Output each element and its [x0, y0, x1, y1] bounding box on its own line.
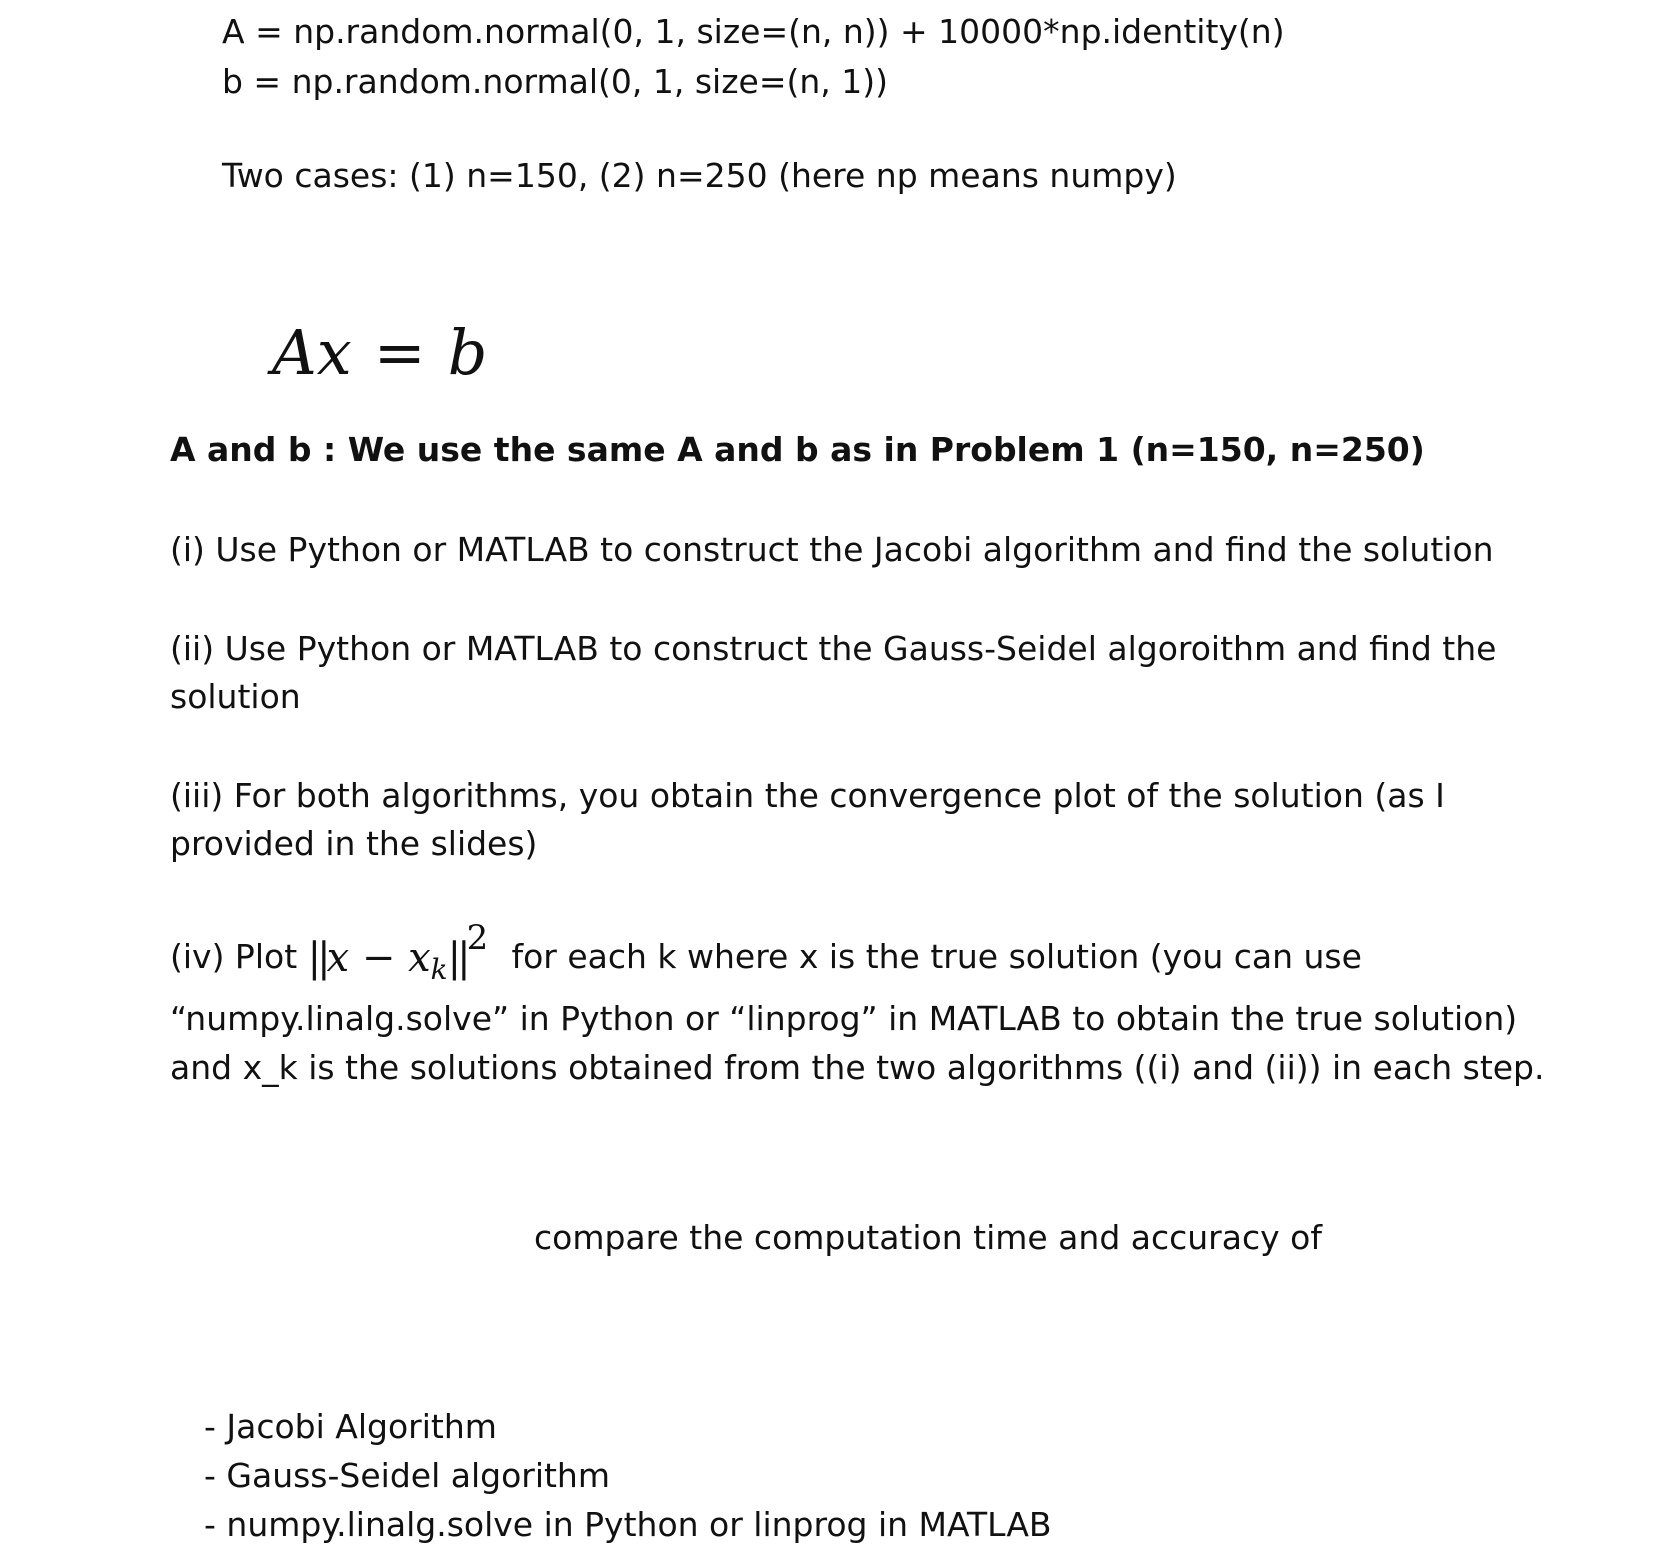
- norm-squared-expression: $||x - x_k||^2$: [307, 918, 489, 986]
- equation-ax-equals-b: [272, 318, 487, 388]
- equation-rhs: b: [447, 316, 488, 389]
- setup-line-b: b = np.random.normal(0, 1, size=(n, 1)): [222, 62, 889, 101]
- problem-item-ii: (ii) Use Python or MATLAB to construct the Gauss-Seidel algoroithm and find the solution: [170, 629, 1497, 716]
- setup-line-a: A = np.random.normal(0, 1, size=(n, n)) + 10000*np.identity(n): [222, 12, 1285, 51]
- problem-item-iv: [170, 914, 1550, 1092]
- setup-cases: Two cases: (1) n=150, (2) n=250 (here np means numpy): [222, 156, 1177, 195]
- compare-item-jacobi: - Jacobi Algorithm: [204, 1407, 497, 1446]
- item-iv-suffix: for each k where x is the true solution (you can use “numpy.linalg.solve” in Python or “linprog” in MATLAB to obtain the true solution) and x_k is the solutions obtained from the two algorithms ((i) and (ii)) in each step.: [170, 937, 1545, 1087]
- problem-item-i: (i) Use Python or MATLAB to construct the Jacobi algorithm and find the solution: [170, 530, 1494, 569]
- equation-lhs: Ax: [272, 316, 352, 389]
- problem-item-iii: (iii) For both algorithms, you obtain the convergence plot of the solution (as I provided in the slides): [170, 776, 1445, 863]
- item-iv-prefix: (iv) Plot: [170, 937, 298, 976]
- norm-minus: −: [361, 935, 396, 981]
- norm-x: x: [326, 935, 350, 981]
- norm-power: 2: [466, 918, 489, 958]
- equation-operator: =: [373, 316, 426, 389]
- norm-subscript-k: k: [430, 953, 448, 986]
- norm-xk: x: [408, 935, 431, 981]
- problem-heading: A and b : We use the same A and b as in Problem 1 (n=150, n=250): [170, 430, 1425, 469]
- compare-item-numpy-solve: - numpy.linalg.solve in Python or linprog in MATLAB: [204, 1505, 1052, 1544]
- compare-list: [204, 1402, 1052, 1549]
- compare-item-gauss-seidel: - Gauss-Seidel algorithm: [204, 1456, 610, 1495]
- compare-intro: compare the computation time and accuracy of: [534, 1218, 1322, 1257]
